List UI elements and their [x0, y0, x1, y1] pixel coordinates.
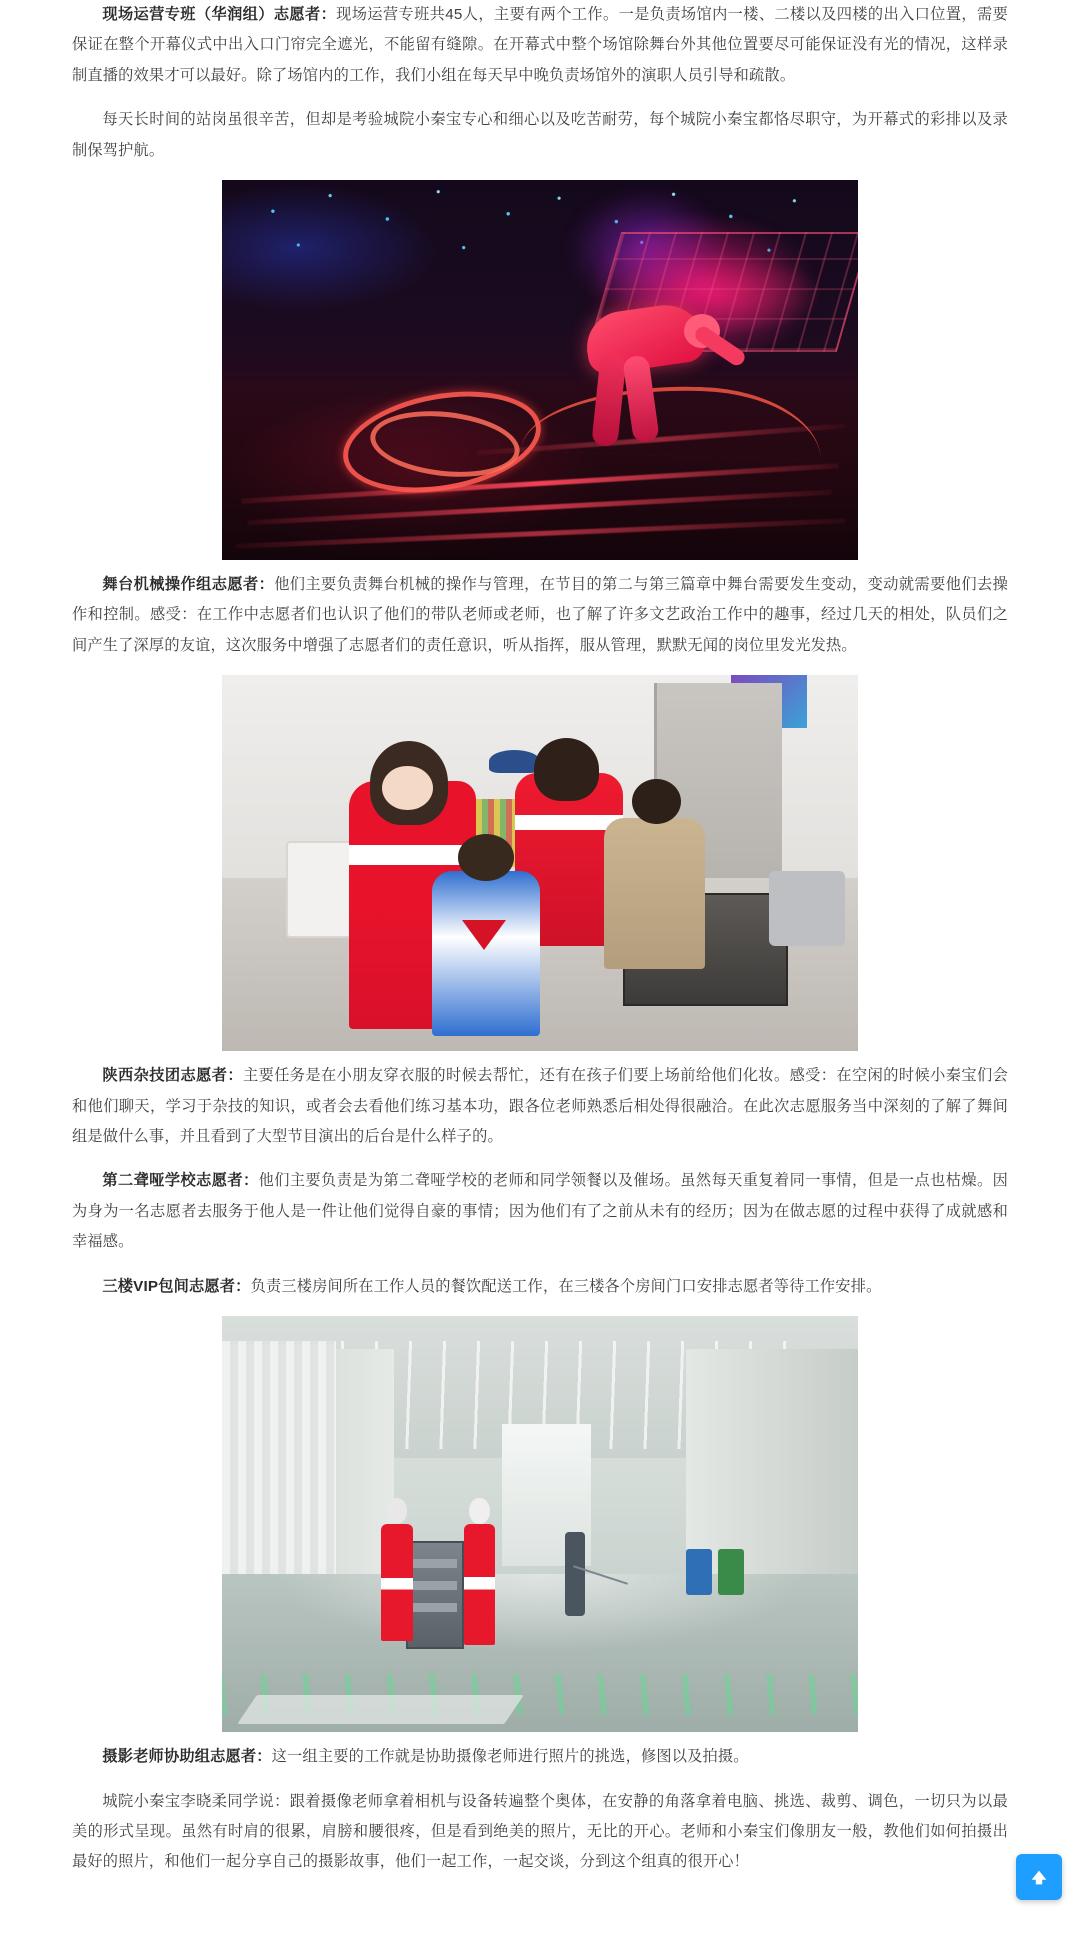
paragraph-text: 这一组主要的工作就是协助摄像老师进行照片的挑选，修图以及拍摄。: [271, 1748, 749, 1766]
paragraph-text: 他们主要负责舞台机械的操作与管理，在节目的第二与第三篇章中舞台需要发生变动，变动就需要他们去操作和控制。感受：在工作中志愿者们也认识了他们的带队老师或老师，也了解了许多文艺政治工作中的趣事，经过几天的相处，队员们之间产生了深厚的友谊，这次服务中增强了志愿者们的责任意识，听从指挥，服从管理，默默无闻的岗位里发光发热。: [72, 576, 1008, 654]
paragraph-lead: 第二聋哑学校志愿者：: [102, 1172, 259, 1190]
photo-backstage-makeup: [222, 675, 858, 1051]
paragraph-closing: [72, 1787, 1008, 1878]
blue-cap: [489, 750, 540, 773]
paragraph-text: 现场运营专班共45人，主要有两个工作。一是负责场馆内一楼、二楼以及四楼的出入口位置，需要保证在整个开幕仪式中出入口门帘完全遮光，不能留有缝隙。在开幕式中整个场馆除舞台外其他位置要尽可能保证没有光的情况，这样录制直播的效果才可以最好。除了场馆内的工作，我们小组在每天早中晚负责场馆外的演职人员引导和疏散。: [72, 6, 1008, 84]
equipment-bag: [769, 871, 845, 946]
figure-corridor: [72, 1316, 1008, 1732]
child-in-tan-costume: [604, 818, 706, 968]
photo-service-corridor: [222, 1316, 858, 1732]
paragraph-stage-machine: [72, 570, 1008, 661]
figure-makeup: [72, 675, 1008, 1051]
jacket-chevron: [462, 920, 506, 950]
back-to-top-button[interactable]: [1016, 1854, 1062, 1900]
arrow-up-icon: [1028, 1866, 1050, 1888]
photo-stage-night: [222, 180, 858, 560]
child-head: [458, 834, 514, 880]
cleaner-figure: [565, 1532, 584, 1615]
figure-stage-night: [72, 180, 1008, 560]
paragraph-lead: 摄影老师协助组志愿者：: [102, 1748, 272, 1766]
worker-leg: [622, 355, 660, 444]
paragraph-vip: [72, 1272, 1008, 1302]
corridor-wall-right: [686, 1349, 858, 1607]
floor-lane-marking: [238, 1695, 525, 1724]
article-body: [72, 0, 1008, 1878]
paragraph-text: 他们主要负责是为第二聋哑学校的老师和同学领餐以及催场。虽然每天重复着同一事情，但是一点也枯燥。因为身为一名志愿者去服务于他人是一件让他们觉得自豪的事情；因为他们有了之前从未有的经历；因为在做志愿的过程中获得了成就感和幸福感。: [72, 1172, 1009, 1251]
green-bin: [718, 1549, 743, 1595]
paragraph-lead: 现场运营专班（华润组）志愿者：: [102, 6, 337, 23]
meal-delivery-cart: [406, 1541, 463, 1649]
paragraph-lead: 舞台机械操作组志愿者：: [102, 576, 275, 594]
volunteer-pushing-cart-left: [381, 1524, 413, 1640]
paragraph-text: 城院小秦宝李晓柔同学说：跟着摄像老师拿着相机与设备转遍整个奥体，在安静的角落拿着电脑、挑选、裁剪、调色，一切只为以最美的形式呈现。虽然有时肩的很累，肩膀和腰很疼，但是看到绝美的照片，无比的开心。老师和小秦宝们像朋友一般，教他们如何拍摄出最好的照片，和他们一起分享自己的摄影故事，他们一起工作，一起交谈，分到这个组真的很开心！: [72, 1792, 1008, 1871]
paragraph-operations: [72, 0, 1008, 91]
paragraph-lead: 陕西杂技团志愿者：: [102, 1067, 243, 1085]
paragraph-deaf-school: [72, 1166, 1008, 1257]
paragraph-lead: 三楼VIP包间志愿者：: [102, 1277, 251, 1295]
volunteer-hair: [534, 738, 599, 800]
volunteer-face: [382, 766, 433, 811]
paragraph-text: 负责三楼房间所在工作人员的餐饮配送工作，在三楼各个房间门口安排志愿者等待工作安排。: [250, 1277, 882, 1295]
paragraph-daily: [72, 105, 1008, 166]
worker-in-red-suit: [552, 292, 752, 492]
paragraph-text: 主要任务是在小朋友穿衣服的时候去帮忙，还有在孩子们要上场前给他们化妆。感受：在空闲的时候小秦宝们会和他们聊天，学习于杂技的知识，或者会去看他们练习基本功，跟各位老师熟悉后相处得很融洽。在此次志愿服务当中深刻的了解了舞间组是做什么事，并且看到了大型节目演出的后台是什么样子的。: [72, 1067, 1008, 1146]
volunteer-pushing-cart-right: [464, 1524, 496, 1645]
blue-bin: [686, 1549, 711, 1595]
paragraph-acrobatics: [72, 1061, 1008, 1152]
paragraph-photo-assist: [72, 1742, 1008, 1772]
child-in-blue-jacket: [432, 871, 540, 1036]
child-head: [632, 779, 681, 824]
paragraph-text: 每天长时间的站岗虽很辛苦，但却是考验城院小秦宝专心和细心以及吃苦耐劳，每个城院小秦宝都恪尽职守，为开幕式的彩排以及录制保驾护航。: [72, 111, 1008, 159]
